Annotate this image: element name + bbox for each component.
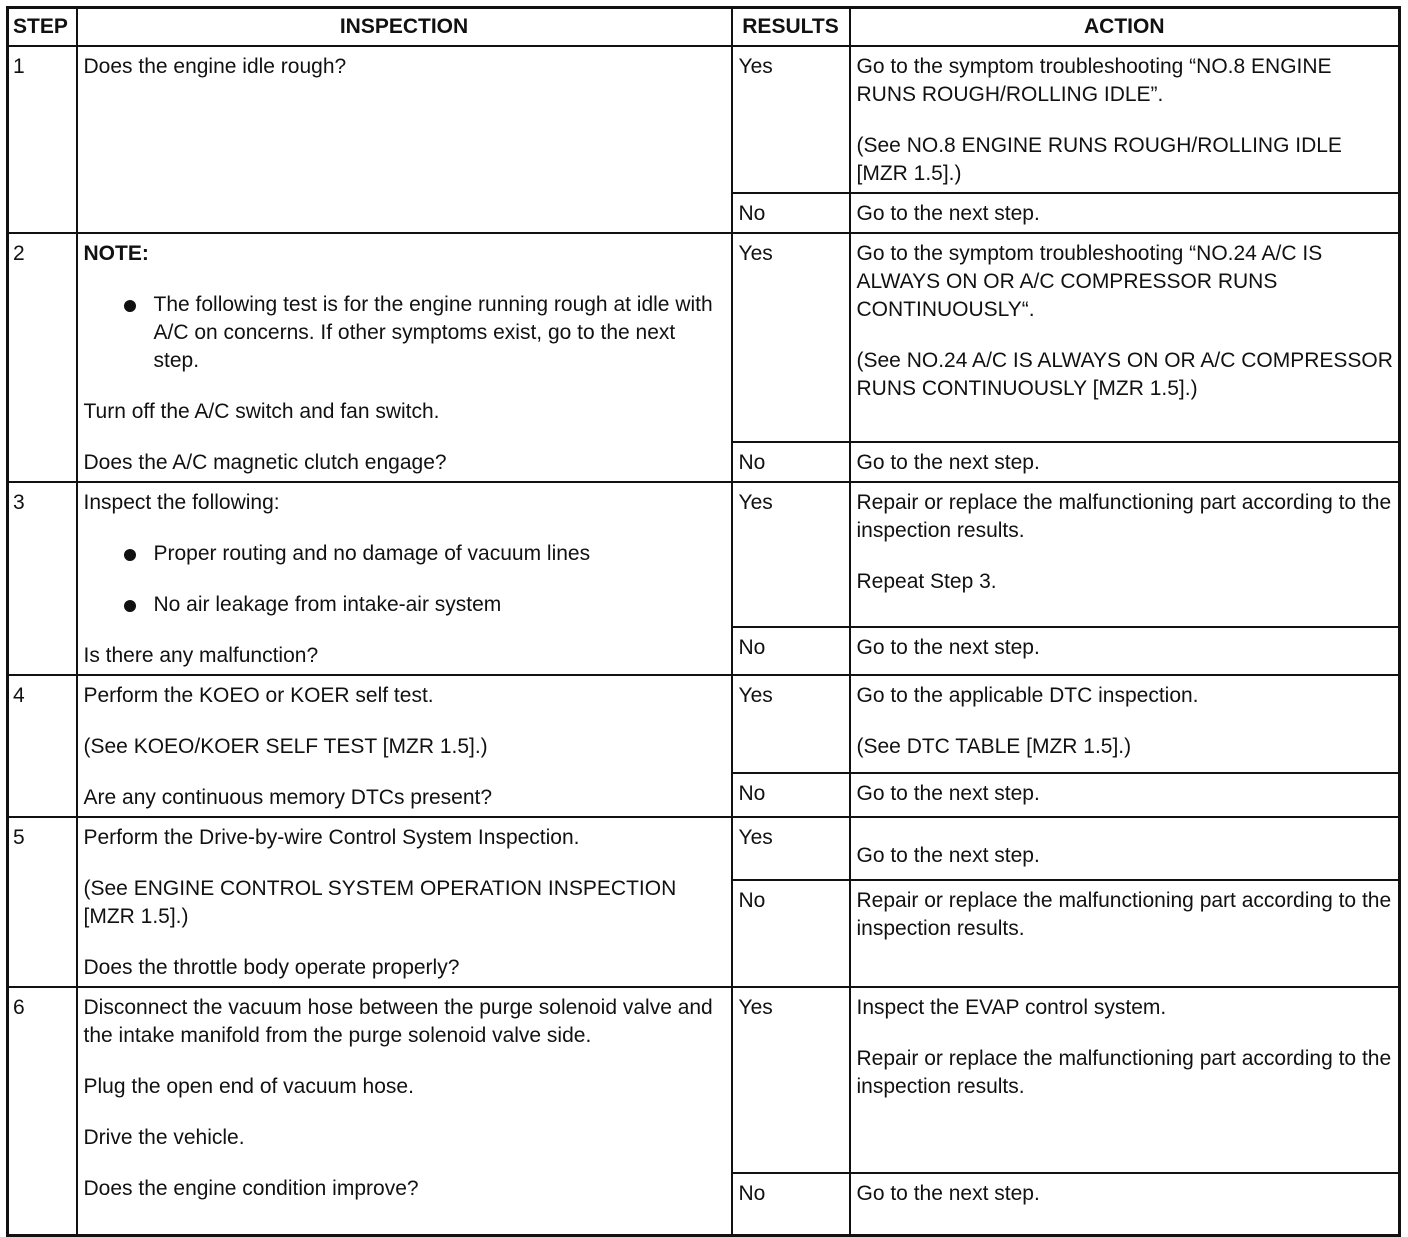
inspection-text: Perform the Drive-by-wire Control System Inspection.	[83, 826, 580, 849]
table-row	[8, 482, 1400, 627]
inspection-text: Inspect the following:	[83, 491, 280, 514]
table-row	[8, 675, 1400, 773]
action-text: (See NO.8 ENGINE RUNS ROUGH/ROLLING IDLE [MZR 1.5].)	[856, 134, 1342, 185]
inspection-cell	[77, 482, 732, 675]
result-no: No	[732, 193, 850, 233]
action-cell	[850, 817, 1400, 880]
inspection-text: Disconnect the vacuum hose between the purge solenoid valve and the intake manifold from the purge solenoid valve side.	[83, 996, 713, 1047]
step-number: 3	[8, 482, 77, 675]
result-yes: Yes	[732, 482, 850, 627]
inspection-text: (See KOEO/KOER SELF TEST [MZR 1.5].)	[83, 735, 488, 758]
table-row	[8, 46, 1400, 193]
action-cell	[850, 482, 1400, 627]
action-text: Go to the next step.	[856, 844, 1040, 867]
action-text: Repair or replace the malfunctioning part according to the inspection results.	[856, 1047, 1392, 1098]
step-number: 6	[8, 987, 77, 1235]
table-row	[8, 987, 1400, 1173]
result-yes: Yes	[732, 675, 850, 773]
note-label: NOTE:	[83, 242, 149, 265]
inspection-cell	[77, 675, 732, 817]
action-text: (See NO.24 A/C IS ALWAYS ON OR A/C COMPRESSOR RUNS CONTINUOUSLY [MZR 1.5].)	[856, 349, 1393, 400]
inspection-text: Turn off the A/C switch and fan switch.	[83, 400, 440, 423]
header-action: ACTION	[850, 8, 1400, 47]
action-text: Repair or replace the malfunctioning part according to the inspection results.	[856, 888, 1392, 940]
action-text: Repeat Step 3.	[856, 570, 997, 593]
action-text: (See DTC TABLE [MZR 1.5].)	[856, 735, 1132, 758]
step-number: 4	[8, 675, 77, 817]
action-text: Inspect the EVAP control system.	[856, 996, 1167, 1019]
bullet-item: Proper routing and no damage of vacuum lines	[154, 540, 726, 568]
action-text: Repair or replace the malfunctioning part according to the inspection results.	[856, 491, 1392, 542]
header-step: STEP	[8, 8, 77, 47]
action-text: Go to the next step.	[856, 782, 1040, 805]
troubleshooting-table	[6, 6, 1401, 1237]
bullet-list	[84, 540, 726, 619]
action-cell	[850, 233, 1400, 442]
header-row	[8, 8, 1400, 47]
inspection-text: Drive the vehicle.	[83, 1126, 245, 1149]
bullet-item: The following test is for the engine running rough at idle with A/C on concerns. If other symptoms exist, go to the next step.	[154, 291, 726, 375]
inspection-cell	[77, 233, 732, 482]
inspection-text: Are any continuous memory DTCs present?	[83, 786, 493, 809]
result-no: No	[732, 1173, 850, 1235]
action-text: Go to the symptom troubleshooting “NO.8 ENGINE RUNS ROUGH/ROLLING IDLE”.	[856, 55, 1332, 106]
table-row	[8, 817, 1400, 880]
action-cell	[850, 880, 1400, 987]
action-cell	[850, 773, 1400, 817]
table-row	[8, 233, 1400, 442]
action-cell	[850, 46, 1400, 193]
header-inspection: INSPECTION	[77, 8, 732, 47]
result-yes: Yes	[732, 233, 850, 442]
action-cell	[850, 675, 1400, 773]
inspection-text: (See ENGINE CONTROL SYSTEM OPERATION INSPECTION [MZR 1.5].)	[83, 877, 677, 928]
action-text: Go to the next step.	[856, 1182, 1040, 1205]
inspection-cell	[77, 46, 732, 233]
header-results: RESULTS	[732, 8, 850, 47]
step-number: 5	[8, 817, 77, 987]
action-text: Go to the next step.	[856, 202, 1040, 225]
inspection-text: Does the A/C magnetic clutch engage?	[83, 451, 447, 474]
action-text: Go to the next step.	[856, 450, 1040, 474]
bullet-list	[84, 291, 726, 375]
inspection-cell	[77, 987, 732, 1235]
bullet-item: No air leakage from intake-air system	[154, 591, 726, 619]
inspection-cell	[77, 817, 732, 987]
result-yes: Yes	[732, 817, 850, 880]
inspection-text: Does the engine condition improve?	[83, 1177, 419, 1200]
result-no: No	[732, 627, 850, 675]
result-no: No	[732, 880, 850, 987]
result-yes: Yes	[732, 46, 850, 193]
action-cell	[850, 442, 1400, 482]
action-cell	[850, 627, 1400, 675]
step-number: 2	[8, 233, 77, 482]
action-cell	[850, 1173, 1400, 1235]
action-text: Go to the symptom troubleshooting “NO.24 A/C IS ALWAYS ON OR A/C COMPRESSOR RUNS CONTINUOUSLY“.	[856, 242, 1323, 321]
action-cell	[850, 193, 1400, 233]
inspection-text: Does the engine idle rough?	[83, 55, 347, 78]
inspection-text: Perform the KOEO or KOER self test.	[83, 684, 434, 707]
step-number: 1	[8, 46, 77, 233]
inspection-text: Is there any malfunction?	[83, 644, 319, 667]
result-no: No	[732, 773, 850, 817]
result-no: No	[732, 442, 850, 482]
action-cell	[850, 987, 1400, 1173]
result-yes: Yes	[732, 987, 850, 1173]
action-text: Go to the applicable DTC inspection.	[856, 684, 1199, 707]
inspection-text: Plug the open end of vacuum hose.	[83, 1075, 414, 1098]
inspection-text: Does the throttle body operate properly?	[83, 956, 460, 979]
action-text: Go to the next step.	[856, 635, 1040, 659]
